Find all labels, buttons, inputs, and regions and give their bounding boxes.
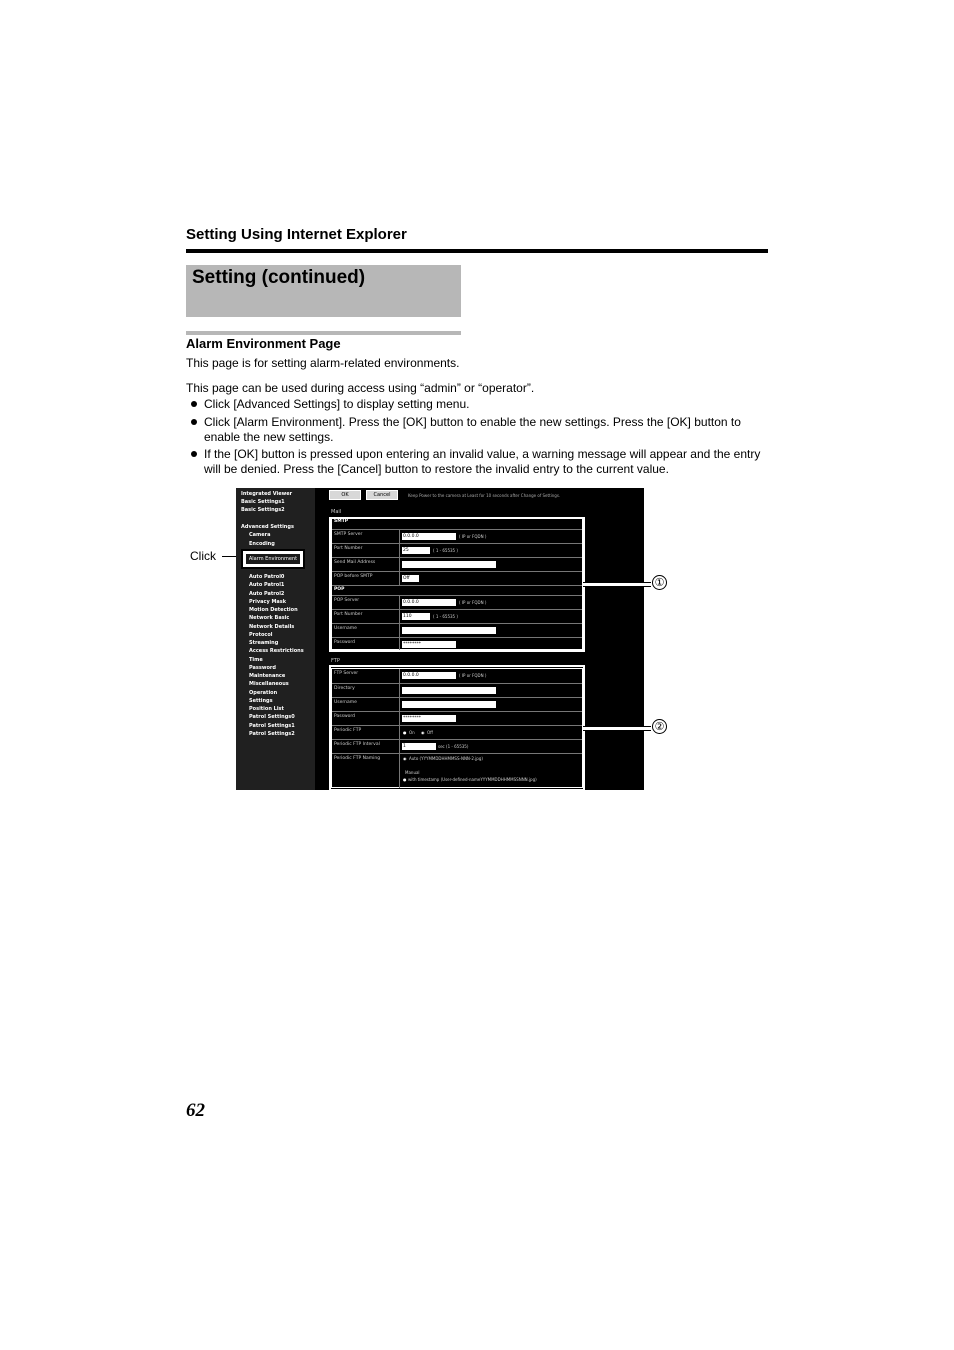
ftp-naming-label: Periodic FTP Naming bbox=[334, 756, 381, 761]
nav-basic-settings2[interactable]: Basic Settings2 bbox=[241, 507, 285, 513]
ftp-username-label: Username bbox=[334, 700, 357, 705]
ftp-interval-input[interactable]: 1 bbox=[402, 743, 436, 750]
sidebar-nav-item[interactable]: Auto Patrol0 bbox=[249, 574, 285, 580]
ftp-naming-auto: Auto (YYYMMDDHHMMSS-NNN-2.jpg) bbox=[409, 756, 483, 761]
periodic-ftp-off-label: Off bbox=[427, 730, 433, 735]
smtp-server-label: SMTP Server bbox=[334, 532, 363, 537]
nav-alarm-environment[interactable]: Alarm Environment bbox=[245, 553, 301, 565]
radio-auto-icon[interactable]: ◉ bbox=[403, 756, 407, 761]
sidebar-nav-item[interactable]: Network Basic bbox=[249, 615, 290, 622]
settings-sidebar bbox=[236, 488, 315, 790]
pop-server-hint: ( IP or FQDN ) bbox=[459, 600, 487, 605]
sidebar-nav-item[interactable]: Network Details bbox=[249, 623, 295, 630]
sidebar-nav-item[interactable]: Streaming bbox=[249, 640, 279, 646]
ftp-server-hint: ( IP or FQDN ) bbox=[459, 673, 487, 678]
ftp-password-label: Password bbox=[334, 714, 356, 719]
header-rule bbox=[186, 249, 768, 253]
smtp-port-input[interactable]: 25 bbox=[402, 547, 430, 554]
radio-off-icon[interactable]: ◉ bbox=[421, 730, 425, 735]
cancel-button[interactable]: Cancel bbox=[366, 490, 398, 500]
smtp-server-hint: ( IP or FQDN ) bbox=[459, 534, 487, 539]
periodic-ftp-on-label: On bbox=[409, 730, 415, 735]
periodic-ftp-label: Periodic FTP bbox=[334, 728, 362, 733]
pop-before-smtp-select[interactable]: Off bbox=[402, 575, 419, 582]
sidebar-nav-item[interactable]: Time bbox=[249, 656, 263, 663]
sidebar-nav-item[interactable]: Operation bbox=[249, 689, 278, 696]
sidebar-nav-item[interactable]: Access Restrictions bbox=[249, 648, 304, 655]
bullet-item: If the [OK] button is pressed upon entering an invalid value, a warning message will appear and the entry will be denied. Press the [Cancel] button to restore the invalid entry to the current value. bbox=[204, 447, 761, 476]
smtp-server-input[interactable]: 0.0.0.0 bbox=[402, 533, 456, 540]
pop-heading: POP bbox=[334, 587, 345, 592]
nav-integrated-viewer[interactable]: Integrated Viewer bbox=[241, 491, 293, 497]
click-callout-label: Click bbox=[190, 549, 216, 563]
bullet-marker bbox=[191, 419, 197, 425]
pop-server-input[interactable]: 0.0.0.0 bbox=[402, 599, 456, 606]
password-label: Password bbox=[334, 640, 356, 645]
alarm-environment-highlight bbox=[241, 549, 305, 569]
mail-highlight-box bbox=[329, 517, 585, 652]
sidebar-nav-item[interactable]: Protocol bbox=[249, 631, 273, 638]
sidebar-nav-item[interactable]: Password bbox=[249, 664, 276, 671]
running-head: Setting Using Internet Explorer bbox=[186, 226, 407, 243]
sidebar-nav-item[interactable]: Patrol Settings0 bbox=[249, 714, 295, 721]
ftp-directory-label: Directory bbox=[334, 686, 355, 691]
ftp-naming-manual: Manual bbox=[405, 770, 420, 775]
sidebar-nav-item[interactable]: Privacy Mask bbox=[249, 598, 287, 605]
pop-server-label: POP Server bbox=[334, 598, 360, 603]
sidebar-nav-item[interactable]: Maintenance bbox=[249, 673, 286, 679]
send-mail-label: Send Mail Address bbox=[334, 560, 376, 565]
bullet-marker bbox=[191, 451, 197, 457]
mail-group-label: Mail bbox=[331, 509, 342, 515]
callout-1-marker: ① bbox=[652, 575, 667, 590]
password-input[interactable]: ******** bbox=[402, 641, 456, 648]
bullet-item: Click [Advanced Settings] to display setting menu. bbox=[204, 397, 470, 411]
sidebar-nav-item[interactable]: Motion Detection bbox=[249, 607, 298, 613]
callout-2-leader bbox=[583, 726, 651, 731]
pop-port-label: Port Number bbox=[334, 612, 363, 617]
callout-2-marker: ② bbox=[652, 719, 667, 734]
nav-camera[interactable]: Camera bbox=[249, 532, 271, 538]
access-note: This page can be used during access using “admin” or “operator”. bbox=[186, 381, 535, 395]
pop-before-smtp-label: POP before SMTP bbox=[334, 574, 373, 579]
pop-port-input[interactable]: 110 bbox=[402, 613, 430, 620]
intro-text: This page is for setting alarm-related environments. bbox=[186, 356, 460, 370]
sidebar-nav-item[interactable]: Position List bbox=[249, 706, 284, 712]
sidebar-nav-item[interactable]: Auto Patrol2 bbox=[249, 590, 285, 597]
sidebar-nav-item[interactable]: Miscellaneous bbox=[249, 681, 289, 688]
sidebar-nav-item[interactable]: Auto Patrol1 bbox=[249, 582, 285, 589]
nav-encoding[interactable]: Encoding bbox=[249, 541, 275, 547]
section-title: Alarm Environment Page bbox=[186, 336, 341, 351]
ftp-server-input[interactable]: 0.0.0.0 bbox=[402, 672, 456, 679]
nav-advanced-settings[interactable]: Advanced Settings bbox=[241, 524, 294, 530]
ftp-server-label: FTP Server bbox=[334, 671, 359, 676]
banner-title: Setting (continued) bbox=[192, 267, 366, 288]
nav-basic-settings1[interactable]: Basic Settings1 bbox=[241, 499, 285, 505]
banner-underline bbox=[186, 331, 461, 335]
radio-timestamp-icon[interactable]: ● bbox=[403, 777, 407, 782]
ftp-group-label: FTP bbox=[331, 658, 340, 664]
radio-on-icon[interactable]: ● bbox=[403, 730, 407, 735]
ftp-interval-label: Periodic FTP Interval bbox=[334, 742, 380, 747]
ftp-highlight-box bbox=[329, 665, 585, 791]
username-label: Username bbox=[334, 626, 357, 631]
smtp-port-hint: ( 1 - 65535 ) bbox=[433, 548, 458, 553]
power-note: Keep Power to the camera at Least for 10 seconds after Change of Settings. bbox=[408, 493, 561, 498]
ftp-naming-timestamp: with timestamp (User-defined-nameYYYMMDDHHMMSSNNN.jpg) bbox=[408, 777, 537, 782]
pop-port-hint: ( 1 - 65535 ) bbox=[433, 614, 458, 619]
ftp-password-input[interactable]: ******** bbox=[402, 715, 456, 722]
sidebar-nav-item[interactable]: Patrol Settings2 bbox=[249, 730, 295, 737]
page-number: 62 bbox=[186, 1100, 205, 1121]
bullet-marker bbox=[191, 401, 197, 407]
ok-button[interactable]: OK bbox=[329, 490, 361, 500]
sidebar-nav-item[interactable]: Settings bbox=[249, 697, 273, 704]
smtp-port-label: Port Number bbox=[334, 546, 363, 551]
bullet-item: Click [Alarm Environment]. Press the [OK] button to enable the new settings. Press the [OK] button to enable the new settings. bbox=[204, 415, 741, 444]
smtp-heading: SMTP bbox=[334, 519, 349, 524]
ftp-interval-hint: sec (1 - 65535) bbox=[438, 744, 469, 749]
sidebar-nav-item[interactable]: Patrol Settings1 bbox=[249, 722, 295, 729]
callout-1-leader bbox=[583, 582, 651, 587]
